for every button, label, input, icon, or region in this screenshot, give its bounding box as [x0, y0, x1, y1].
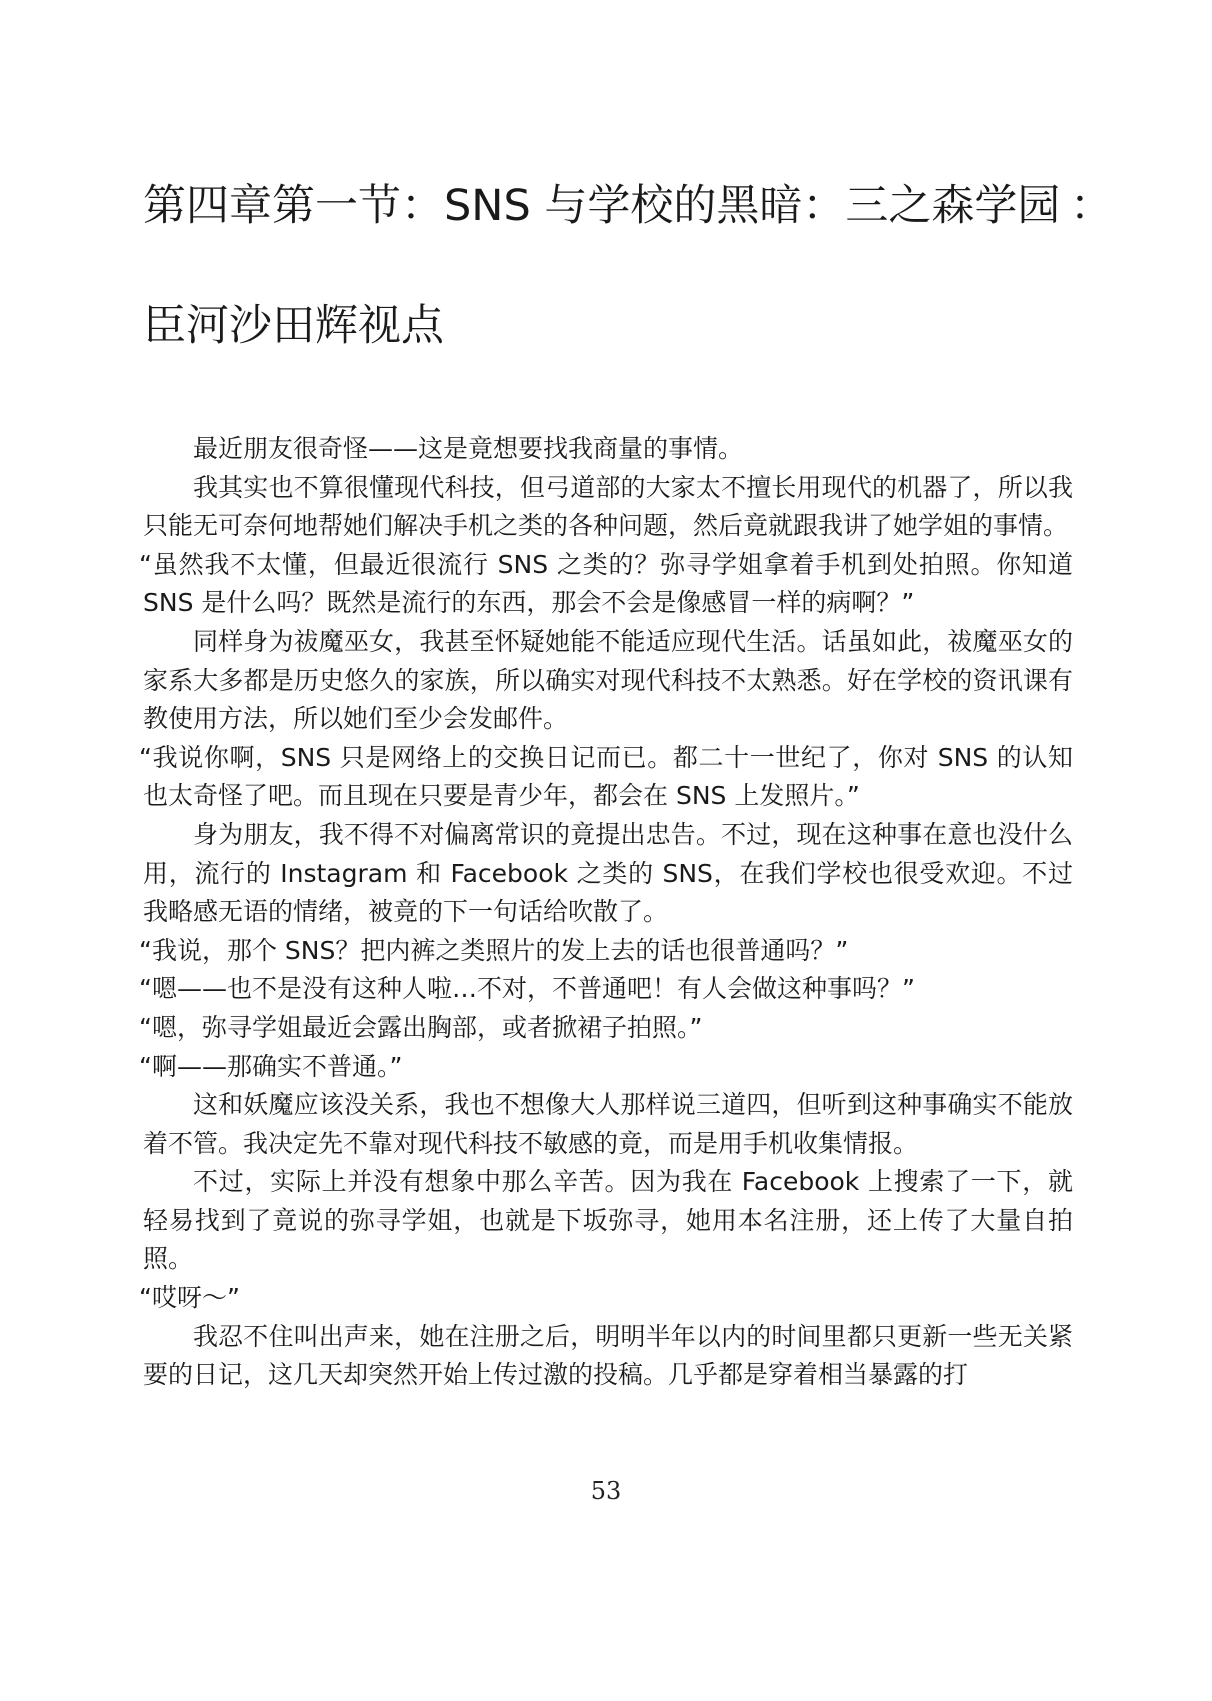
paragraph: 我忍不住叫出声来，她在注册之后，明明半年以内的时间里都只更新一些无关紧要的日记，这几天却突然开始上传过激的投稿。几乎都是穿着相当暴露的打: [143, 1321, 1073, 1390]
paragraph: “我说，那个 SNS？把内裤之类照片的发上去的话也很普通吗？”: [139, 935, 849, 965]
paragraph: “啊——那确实不普通。”: [139, 1051, 403, 1081]
paragraph: “嗯，弥寻学姐最近会露出胸部，或者掀裙子拍照。”: [139, 1012, 703, 1042]
chapter-title-colon: ：: [1070, 181, 1113, 231]
paragraph: 这和妖魔应该没关系，我也不想像大人那样说三道四，但听到这种事确实不能放着不管。我决定先不靠对现代科技不敏感的竟，而是用手机收集情报。: [143, 1090, 1073, 1158]
paragraph: 同样身为祓魔巫女，我甚至怀疑她能不能适应现代生活。话虽如此，祓魔巫女的家系大多都是历史悠久的家族，所以确实对现代科技不太熟悉。好在学校的资讯课有教使用方法，所以她们至少会发邮件。: [143, 626, 1073, 734]
paragraph: 我其实也不算很懂现代科技，但弓道部的大家太不擅长用现代的机器了，所以我只能无可奈何地帮她们解决手机之类的各种问题，然后竟就跟我讲了她学姐的事情。: [143, 472, 1073, 541]
paragraph: 最近朋友很奇怪——这是竟想要找我商量的事情。: [193, 434, 744, 463]
paragraph: 身为朋友，我不得不对偏离常识的竟提出忠告。不过，现在这种事在意也没什么用，流行的 Instagram 和 Facebook 之类的 SNS，在我们学校也很受欢迎。不过我略感无语的情绪，被竟的下一句话给吹散了。: [143, 819, 1073, 927]
chapter-title-line-2: 臣河沙田辉视点: [143, 301, 444, 351]
paragraph: 不过，实际上并没有想象中那么辛苦。因为我在 Facebook 上搜索了一下，就轻易找到了竟说的弥寻学姐，也就是下坂弥寻，她用本名注册，还上传了大量自拍照。: [143, 1167, 1073, 1274]
paragraph: “我说你啊，SNS 只是网络上的交换日记而已。都二十一世纪了，你对 SNS 的认知也太奇怪了吧。而且现在只要是青少年，都会在 SNS 上发照片。”: [139, 742, 1073, 811]
chapter-title-line-1: 第四章第一节：SNS 与学校的黑暗：三之森学园: [143, 181, 1061, 231]
paragraph: “哎呀～”: [139, 1283, 240, 1313]
body-text: [139, 430, 1073, 1395]
paragraph: “虽然我不太懂，但最近很流行 SNS 之类的？弥寻学姐拿着手机到处拍照。你知道 SNS 是什么吗？既然是流行的东西，那会不会是像感冒一样的病啊？”: [139, 549, 1073, 618]
paragraph: “嗯——也不是没有这种人啦…不对，不普通吧！有人会做这种事吗？”: [139, 974, 915, 1004]
page-number: 53: [590, 1477, 622, 1505]
